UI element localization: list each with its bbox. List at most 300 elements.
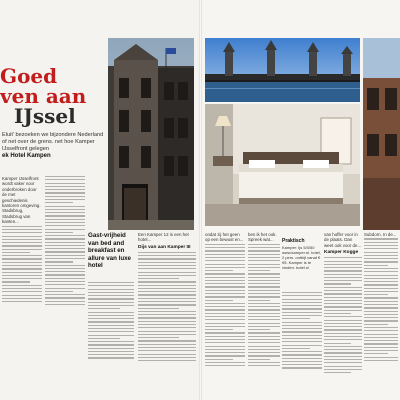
text-line	[138, 354, 196, 355]
text-line	[364, 360, 398, 361]
text-line	[2, 232, 42, 233]
fact-box-title: Praktisch	[282, 238, 305, 244]
text-line	[248, 293, 280, 294]
text-line	[324, 261, 362, 262]
text-line	[282, 328, 322, 329]
text-line	[45, 245, 85, 246]
text-line	[205, 250, 245, 251]
text-line	[88, 335, 134, 336]
text-line	[324, 293, 362, 294]
text-line	[364, 258, 398, 259]
text-line	[2, 281, 30, 282]
text-line	[364, 291, 398, 292]
text-line	[248, 257, 280, 258]
text-lines	[282, 292, 322, 369]
text-line	[88, 321, 134, 322]
text-line	[248, 365, 280, 366]
text-line	[88, 354, 134, 355]
brick-building-photo	[363, 38, 400, 230]
text-line	[138, 350, 196, 351]
headline-line-1: Goed	[0, 64, 58, 88]
text-line	[205, 283, 245, 284]
text-line	[138, 301, 196, 302]
text-line	[324, 313, 351, 314]
text-line	[205, 349, 245, 350]
text-line	[282, 348, 310, 349]
text-line	[45, 274, 85, 275]
text-line	[138, 327, 196, 328]
text-line	[248, 352, 280, 353]
text-line	[205, 244, 245, 245]
text-line	[364, 271, 398, 272]
text-line	[364, 248, 398, 249]
text-line	[45, 278, 85, 279]
text-line	[205, 270, 233, 271]
text-line	[205, 264, 245, 265]
fact-box	[282, 238, 322, 288]
text-line	[138, 258, 196, 259]
page-gutter	[199, 0, 202, 400]
text-line	[88, 312, 134, 313]
text-line	[45, 258, 85, 259]
text-line	[2, 245, 42, 246]
text-lines	[88, 282, 134, 359]
text-line	[2, 301, 42, 302]
text-line	[2, 295, 42, 296]
text-column-5	[205, 232, 245, 369]
text-line	[364, 343, 398, 344]
text-line	[248, 323, 280, 324]
text-line	[364, 304, 398, 305]
text-lines	[205, 244, 245, 367]
text-line	[324, 320, 362, 321]
text-line	[138, 347, 196, 348]
text-lines	[324, 257, 362, 373]
text-line	[2, 236, 42, 237]
text-line	[364, 301, 398, 302]
text-line	[138, 321, 196, 322]
text-line	[45, 301, 85, 302]
text-line	[324, 300, 362, 301]
text-line	[364, 334, 398, 335]
text-line	[138, 317, 196, 318]
text-line	[248, 273, 280, 274]
text-line	[205, 309, 245, 310]
text-line	[282, 338, 322, 339]
text-line	[248, 309, 280, 310]
text-line	[282, 302, 322, 303]
text-line	[364, 278, 398, 279]
text-line	[324, 310, 362, 311]
text-line	[205, 280, 245, 281]
text-line	[138, 308, 179, 309]
text-line	[2, 242, 42, 243]
text-line	[248, 359, 270, 360]
text-line	[2, 249, 42, 250]
body-snippet: van hoffer voor in de plaats. Dan weet ook voor de...	[324, 232, 362, 248]
text-line	[282, 312, 322, 313]
text-line	[205, 257, 245, 258]
text-line	[324, 270, 362, 271]
text-line	[282, 367, 322, 368]
text-line	[324, 366, 362, 367]
text-line	[45, 206, 85, 207]
text-line	[282, 341, 322, 342]
article-intro	[2, 132, 106, 160]
text-line	[282, 358, 322, 359]
text-line	[88, 318, 134, 319]
text-line	[282, 364, 322, 365]
text-column-7	[282, 292, 322, 371]
text-column-2	[45, 176, 85, 307]
intro-text: Eluit' bezoeken we bijzondere Nederland of net over de grens. net hoe Kamper IJsselfront gelegen	[2, 132, 104, 152]
text-line	[45, 225, 85, 226]
text-line	[45, 186, 85, 187]
text-line	[248, 319, 280, 320]
text-column-9	[364, 232, 398, 363]
text-line	[282, 308, 322, 309]
text-line	[282, 292, 322, 293]
text-line	[205, 286, 245, 287]
text-line	[205, 277, 245, 278]
text-line	[88, 298, 134, 299]
text-line	[45, 304, 85, 305]
text-line	[364, 357, 398, 358]
text-line	[45, 176, 85, 177]
text-line	[45, 271, 85, 272]
text-line	[88, 302, 134, 303]
text-column-1	[2, 176, 42, 304]
text-line	[324, 264, 362, 265]
text-line	[45, 202, 73, 203]
text-line	[205, 326, 245, 327]
text-line	[2, 265, 42, 266]
text-line	[324, 326, 362, 327]
text-line	[88, 282, 134, 283]
text-lines	[248, 244, 280, 367]
text-line	[2, 252, 30, 253]
text-line	[138, 311, 196, 312]
text-line	[138, 291, 196, 292]
text-line	[45, 251, 85, 252]
text-line	[205, 329, 233, 330]
text-line	[282, 335, 322, 336]
text-line	[248, 247, 280, 248]
text-line	[88, 344, 134, 345]
text-line	[205, 332, 245, 333]
hotel-room-photo	[205, 104, 360, 226]
text-line	[138, 324, 196, 325]
text-line	[205, 339, 245, 340]
text-line	[138, 275, 196, 276]
text-line	[324, 372, 351, 373]
text-line	[282, 295, 322, 296]
text-line	[248, 316, 280, 317]
text-line	[324, 329, 362, 330]
text-line	[248, 254, 280, 255]
text-lines	[45, 176, 85, 305]
text-line	[138, 268, 196, 269]
section-subhead: Kamper Kogge	[324, 250, 359, 256]
text-line	[138, 265, 196, 266]
text-line	[205, 293, 245, 294]
text-line	[138, 360, 196, 361]
text-line	[45, 199, 85, 200]
text-line	[205, 290, 245, 291]
text-line	[45, 281, 85, 282]
text-line	[248, 264, 280, 265]
text-line	[138, 288, 196, 289]
text-line	[282, 331, 322, 332]
text-line	[138, 281, 196, 282]
text-line	[138, 344, 196, 345]
text-line	[138, 294, 196, 295]
text-line	[88, 292, 134, 293]
text-line	[364, 340, 398, 341]
text-line	[248, 270, 270, 271]
text-line	[138, 304, 196, 305]
body-snippet: ben ik het ook. Spreek wat...	[248, 232, 277, 243]
text-line	[282, 354, 322, 355]
text-line	[324, 333, 362, 334]
text-line	[248, 326, 280, 327]
text-line	[248, 313, 280, 314]
text-line	[138, 314, 196, 315]
article-headline	[0, 66, 110, 126]
text-line	[282, 361, 322, 362]
text-line	[138, 252, 196, 253]
text-line	[364, 337, 398, 338]
text-line	[2, 268, 42, 269]
text-line	[282, 351, 322, 352]
text-line	[45, 229, 85, 230]
text-line	[364, 294, 388, 295]
text-line	[88, 285, 134, 286]
text-line	[45, 189, 85, 190]
bridge-photo	[205, 38, 360, 102]
text-line	[88, 325, 134, 326]
text-line	[45, 294, 85, 295]
text-line	[205, 273, 245, 274]
text-line	[205, 319, 245, 320]
text-line	[282, 299, 322, 300]
text-line	[282, 345, 322, 346]
text-line	[138, 340, 196, 341]
text-line	[2, 285, 42, 286]
text-line	[248, 300, 270, 301]
text-line	[248, 346, 280, 347]
text-line	[138, 298, 196, 299]
text-line	[45, 238, 85, 239]
text-column-4	[138, 232, 196, 363]
text-line	[364, 350, 398, 351]
text-line	[205, 346, 245, 347]
text-line	[248, 342, 280, 343]
text-line	[248, 336, 280, 337]
text-line	[138, 262, 196, 263]
text-line	[45, 265, 85, 266]
text-line	[248, 355, 280, 356]
text-line	[88, 289, 134, 290]
text-line	[324, 359, 362, 360]
text-line	[45, 212, 85, 213]
text-line	[248, 244, 280, 245]
text-line	[282, 315, 322, 316]
text-line	[45, 222, 85, 223]
text-line	[88, 305, 134, 306]
text-line	[45, 291, 73, 292]
text-line	[364, 288, 398, 289]
hotel-building-photo	[108, 38, 194, 230]
text-line	[248, 283, 280, 284]
text-line	[205, 359, 233, 360]
pull-quote: Gast-vrijheid van bed and breakfast en allure van luxe hotel	[88, 232, 131, 270]
text-line	[2, 275, 42, 276]
text-line	[248, 349, 280, 350]
text-line	[364, 330, 398, 331]
text-line	[45, 215, 85, 216]
text-line	[364, 311, 398, 312]
text-line	[324, 356, 362, 357]
text-line	[324, 274, 362, 275]
text-line	[2, 288, 42, 289]
text-line	[364, 320, 398, 321]
body-snippet: Een Kamper 12 is een het hotel...	[138, 232, 189, 243]
text-line	[88, 357, 134, 358]
text-line	[324, 343, 351, 344]
text-line	[324, 303, 362, 304]
text-line	[364, 307, 398, 308]
text-lines	[364, 238, 398, 361]
text-line	[205, 355, 245, 356]
text-line	[324, 349, 362, 350]
text-line	[205, 296, 245, 297]
text-line	[88, 348, 134, 349]
text-line	[282, 325, 322, 326]
text-line	[45, 255, 85, 256]
text-line	[205, 323, 245, 324]
text-line	[205, 365, 245, 366]
text-line	[45, 261, 73, 262]
text-line	[88, 315, 134, 316]
text-line	[364, 275, 398, 276]
text-line	[324, 369, 362, 370]
text-line	[2, 255, 42, 256]
text-line	[2, 229, 42, 230]
text-line	[45, 179, 85, 180]
text-line	[364, 265, 388, 266]
text-column-3	[88, 282, 134, 361]
text-line	[2, 272, 42, 273]
text-line	[88, 341, 134, 342]
headline-line-2: ven aan	[0, 84, 87, 108]
fact-box-text: Kamper: Ijs 5/3/50 www.kamper.nl. hotel, 2 pers. ontbijt vanaf € 95. Kamper is te vinden. hotel.nl	[282, 245, 321, 270]
section-subhead: Dijs van aan Kamper III	[138, 244, 191, 250]
text-line	[45, 268, 85, 269]
text-line	[2, 278, 42, 279]
text-line	[248, 290, 280, 291]
text-line	[205, 254, 245, 255]
text-line	[324, 336, 362, 337]
text-line	[248, 277, 280, 278]
body-snippet: Subdorn. In de...	[364, 232, 397, 237]
text-line	[364, 314, 398, 315]
text-line	[282, 322, 322, 323]
text-line	[2, 262, 42, 263]
text-line	[364, 297, 398, 298]
text-line	[248, 250, 280, 251]
text-line	[364, 242, 398, 243]
text-line	[248, 260, 280, 261]
text-line	[45, 297, 85, 298]
text-line	[205, 316, 245, 317]
text-line	[45, 209, 85, 210]
text-line	[324, 283, 351, 284]
text-line	[138, 278, 179, 279]
text-line	[205, 306, 245, 307]
text-line	[248, 267, 280, 268]
text-line	[205, 352, 245, 353]
text-line	[138, 285, 196, 286]
text-line	[88, 328, 134, 329]
text-line	[324, 290, 362, 291]
text-line	[324, 316, 362, 317]
text-line	[88, 308, 120, 309]
body-snippet: Kamper IJsselfront wordt vaker voor onderbroken door de met geschiedenis kantoren omgeving. Stadsbrug, Stadsbrug van kanten...	[2, 176, 41, 225]
text-line	[364, 268, 398, 269]
text-lines	[2, 226, 42, 303]
text-lines	[138, 252, 196, 361]
text-line	[2, 226, 42, 227]
text-line	[138, 357, 196, 358]
text-line	[364, 252, 398, 253]
text-line	[324, 346, 362, 347]
headline-line-3: IJssel	[14, 104, 76, 128]
text-line	[205, 313, 245, 314]
text-line	[324, 280, 362, 281]
text-line	[324, 287, 362, 288]
text-line	[205, 247, 245, 248]
text-line	[88, 338, 120, 339]
text-line	[324, 323, 362, 324]
text-line	[248, 286, 280, 287]
text-line	[248, 280, 280, 281]
body-snippet: ondat zij het geen op een bewust en...	[205, 232, 244, 243]
text-line	[324, 277, 362, 278]
text-line	[45, 183, 85, 184]
text-line	[324, 267, 362, 268]
text-line	[2, 258, 42, 259]
text-line	[324, 306, 362, 307]
text-line	[248, 339, 280, 340]
text-line	[364, 347, 398, 348]
text-line	[324, 362, 362, 363]
text-line	[205, 336, 245, 337]
text-line	[282, 318, 310, 319]
text-line	[324, 297, 362, 298]
text-line	[248, 329, 270, 330]
text-line	[364, 317, 398, 318]
text-line	[45, 232, 73, 233]
text-line	[45, 196, 85, 197]
text-line	[364, 284, 398, 285]
text-line	[205, 303, 245, 304]
text-line	[248, 296, 280, 297]
text-line	[248, 306, 280, 307]
text-line	[45, 288, 85, 289]
text-line	[45, 219, 85, 220]
text-line	[364, 238, 398, 239]
